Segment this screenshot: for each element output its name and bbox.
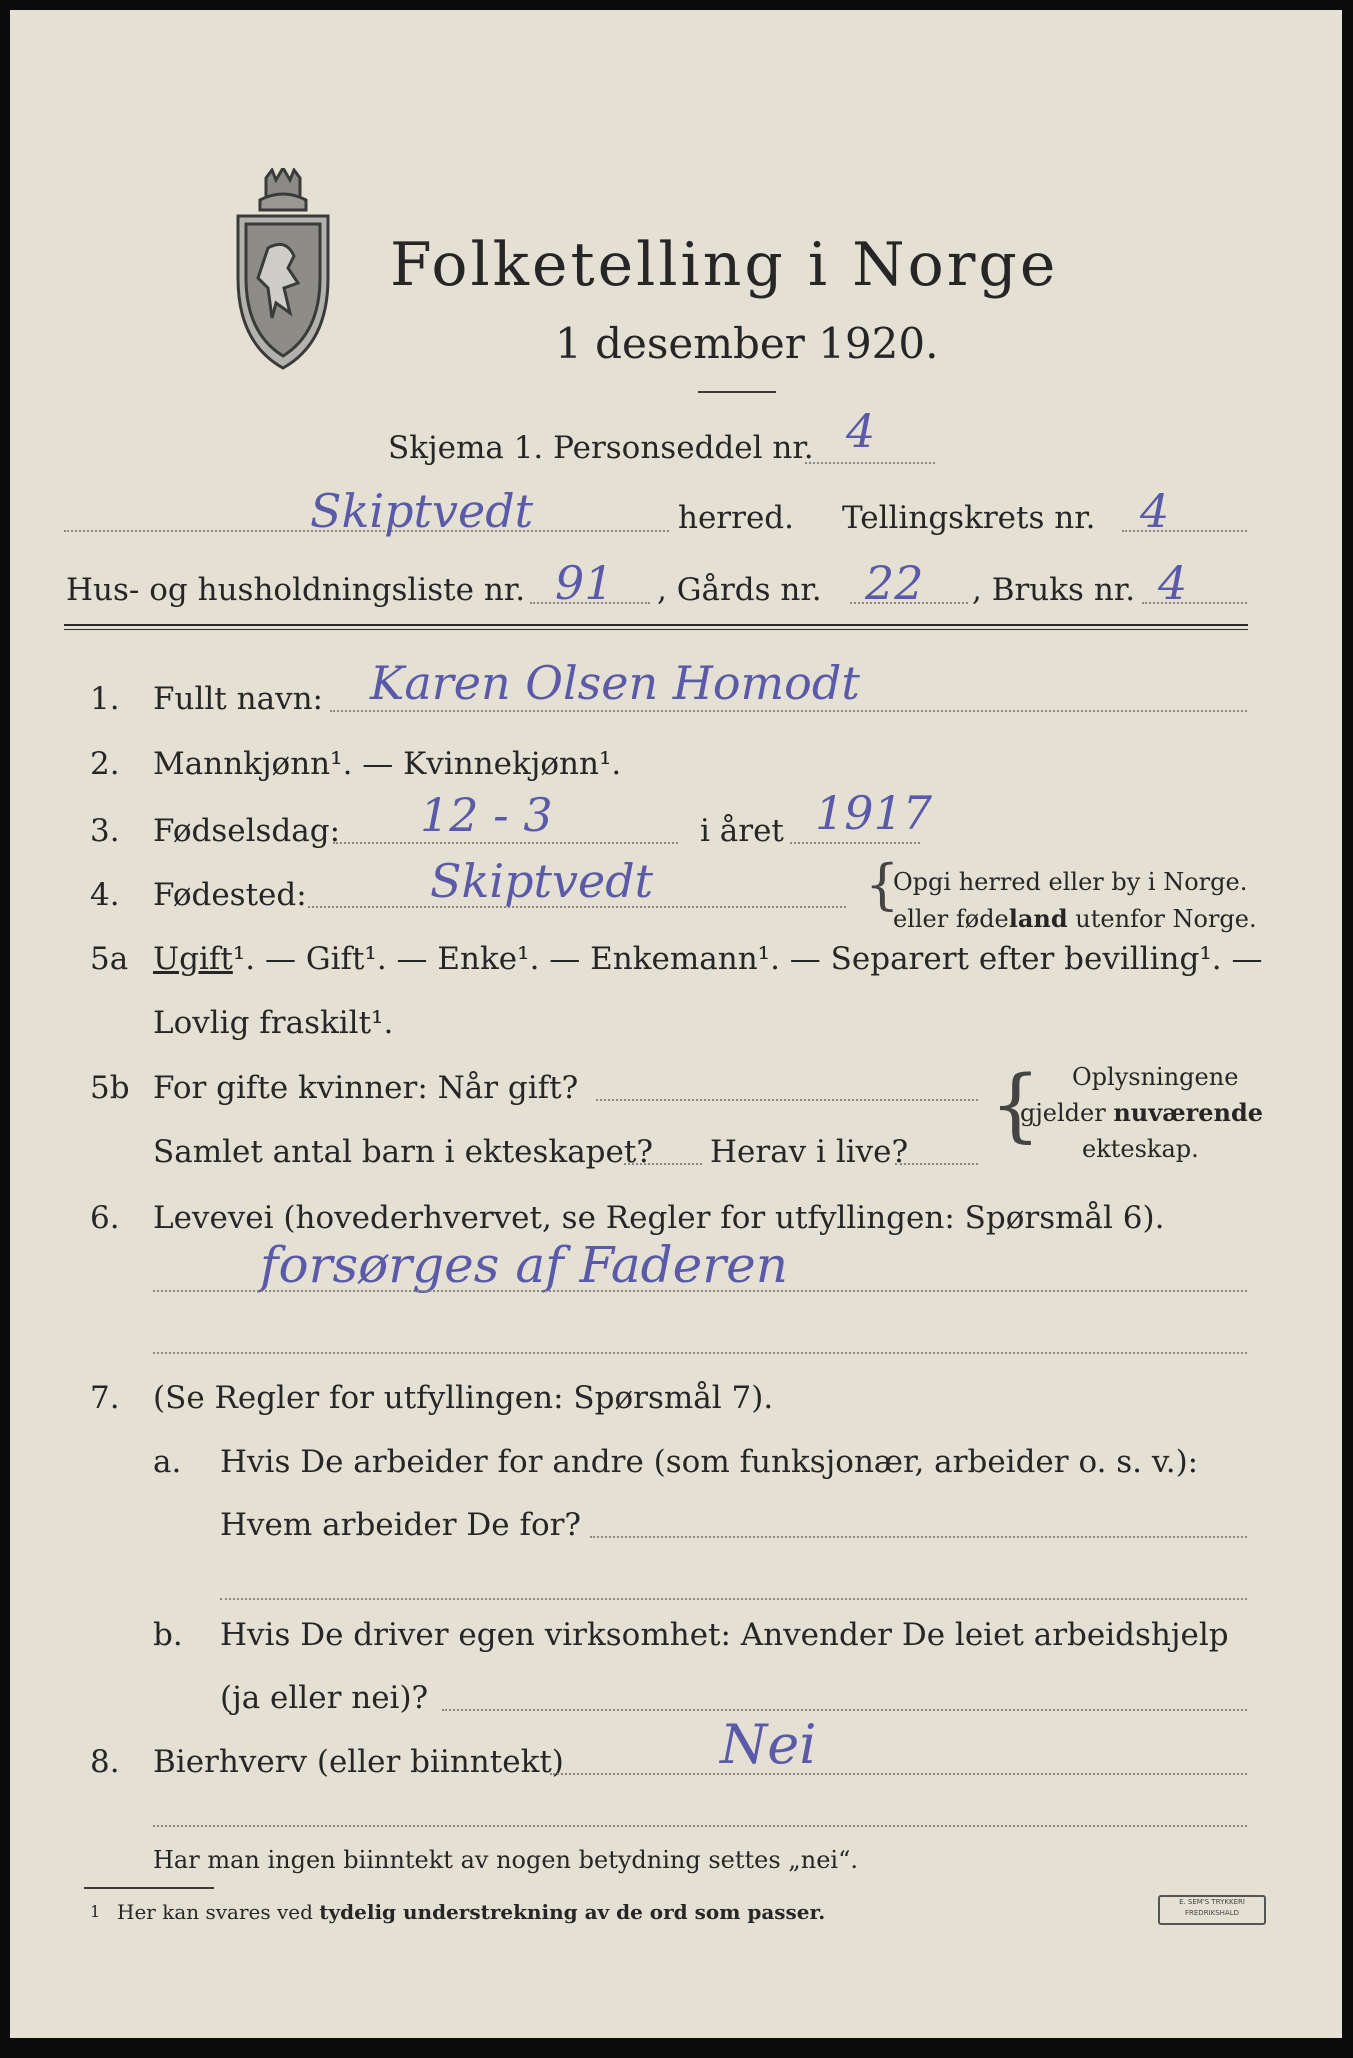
hus-label: Hus- og husholdningsliste nr. bbox=[66, 572, 526, 608]
q4-label: Fødested: bbox=[153, 877, 307, 913]
q5b-note2: gjelder nuværende bbox=[1020, 1098, 1264, 1127]
q5b-line3 bbox=[895, 1163, 978, 1165]
q5b-label2: Samlet antal barn i ekteskapet? bbox=[153, 1134, 653, 1170]
footnote-text: Her kan svares ved tydelig understrekning av de ord som passer. bbox=[117, 1900, 826, 1924]
header-rule-bottom bbox=[64, 629, 1248, 630]
printer-stamp-line1: E. SEM'S TRYKKERI bbox=[1179, 1898, 1245, 1906]
q8-label: Bierhverv (eller biinntekt) bbox=[153, 1744, 564, 1780]
q7a-letter: a. bbox=[153, 1444, 182, 1480]
q6-value: forsørges af Faderen bbox=[260, 1236, 788, 1294]
q7a-text2: Hvem arbeider De for? bbox=[220, 1507, 582, 1543]
q5b-label1: For gifte kvinner: Når gift? bbox=[153, 1070, 579, 1106]
tellingskrets-label: Tellingskrets nr. bbox=[842, 500, 1096, 536]
q3-number: 3. bbox=[90, 813, 120, 849]
herred-value: Skiptvedt bbox=[310, 484, 534, 538]
printer-stamp bbox=[1158, 1895, 1266, 1925]
q7a-line2 bbox=[220, 1598, 1247, 1600]
q5b-label3: Herav i live? bbox=[710, 1134, 909, 1170]
q7a-line1 bbox=[590, 1536, 1247, 1538]
printer-stamp-line2: FREDRIKSHALD bbox=[1184, 1909, 1239, 1917]
census-form-page bbox=[10, 10, 1342, 2038]
q3-year-line bbox=[790, 842, 920, 844]
q5b-note3: ekteskap. bbox=[1082, 1135, 1199, 1163]
q7b-line bbox=[442, 1709, 1247, 1711]
q3-line bbox=[333, 842, 678, 844]
q5b-brace: { bbox=[990, 1058, 1041, 1151]
title-rule bbox=[698, 391, 776, 393]
form-date: 1 desember 1920. bbox=[555, 319, 939, 368]
q7-label: (Se Regler for utfyllingen: Spørsmål 7). bbox=[153, 1380, 774, 1416]
gards-nr: 22 bbox=[865, 556, 924, 610]
q3-value: 12 - 3 bbox=[420, 788, 553, 842]
skjema-label: Skjema 1. Personseddel nr. bbox=[388, 430, 814, 466]
q7-number: 7. bbox=[90, 1380, 120, 1416]
bruks-nr: 4 bbox=[1158, 556, 1188, 610]
q5b-line2 bbox=[624, 1163, 702, 1165]
q2-number: 2. bbox=[90, 746, 120, 782]
q5b-note1: Oplysningene bbox=[1072, 1063, 1239, 1091]
q5b-line1 bbox=[596, 1099, 978, 1101]
q7a-text: Hvis De arbeider for andre (som funksjonær, arbeider o. s. v.): bbox=[220, 1444, 1199, 1480]
coat-of-arms-icon bbox=[228, 168, 338, 373]
q4-number: 4. bbox=[90, 877, 120, 913]
q1-line bbox=[330, 710, 1247, 712]
q8-line2 bbox=[153, 1825, 1247, 1827]
header-rule-top bbox=[64, 624, 1248, 626]
q7b-letter: b. bbox=[153, 1617, 183, 1653]
q3-year-label: i året bbox=[700, 813, 784, 849]
form-title: Folketelling i Norge bbox=[390, 230, 1059, 300]
q6-label: Levevei (hovederhvervet, se Regler for utfyllingen: Spørsmål 6). bbox=[153, 1200, 1165, 1236]
q8-line1 bbox=[550, 1773, 1247, 1775]
herred-label: herred. bbox=[678, 500, 794, 536]
personseddel-nr: 4 bbox=[846, 404, 876, 458]
footnote-marker: 1 bbox=[90, 1902, 101, 1921]
q7b-text2: (ja eller nei)? bbox=[220, 1680, 429, 1716]
q5b-number: 5b bbox=[90, 1070, 130, 1106]
q3-label: Fødselsdag: bbox=[153, 813, 341, 849]
q6-number: 6. bbox=[90, 1200, 120, 1236]
q1-number: 1. bbox=[90, 681, 120, 717]
q5a-text2: Lovlig fraskilt¹. bbox=[153, 1005, 394, 1041]
q6-line2 bbox=[153, 1352, 1247, 1354]
gards-label: , Gårds nr. bbox=[657, 572, 822, 608]
q4-value: Skiptvedt bbox=[430, 854, 654, 908]
q4-brace: { bbox=[865, 853, 900, 916]
q8-number: 8. bbox=[90, 1744, 120, 1780]
bruks-label: , Bruks nr. bbox=[972, 572, 1136, 608]
note-nei: Har man ingen biinntekt av nogen betydning settes „nei“. bbox=[153, 1846, 858, 1874]
q3-year: 1917 bbox=[815, 786, 933, 840]
footnote-rule bbox=[84, 1887, 214, 1889]
q8-value: Nei bbox=[720, 1713, 817, 1776]
q1-label: Fullt navn: bbox=[153, 681, 323, 717]
q1-value: Karen Olsen Homodt bbox=[370, 656, 860, 710]
personseddel-line bbox=[805, 462, 935, 464]
hus-nr: 91 bbox=[555, 556, 614, 610]
q6-line1 bbox=[153, 1290, 1247, 1292]
q7b-text: Hvis De driver egen virksomhet: Anvender De leiet arbeidshjelp bbox=[220, 1617, 1229, 1653]
tellingskrets-nr: 4 bbox=[1140, 484, 1170, 538]
q4-note-line2: eller fødeland utenfor Norge. bbox=[893, 904, 1257, 933]
q2-text: Mannkjønn¹. — Kvinnekjønn¹. bbox=[153, 746, 622, 782]
q5a-number: 5a bbox=[90, 941, 129, 977]
q4-note-line1: Opgi herred eller by i Norge. bbox=[893, 868, 1248, 896]
q5a-text: Ugift¹. — Gift¹. — Enke¹. — Enkemann¹. — Separert efter bevilling¹. — bbox=[153, 941, 1263, 977]
q5a-ugift-underlined: Ugift bbox=[153, 941, 233, 977]
